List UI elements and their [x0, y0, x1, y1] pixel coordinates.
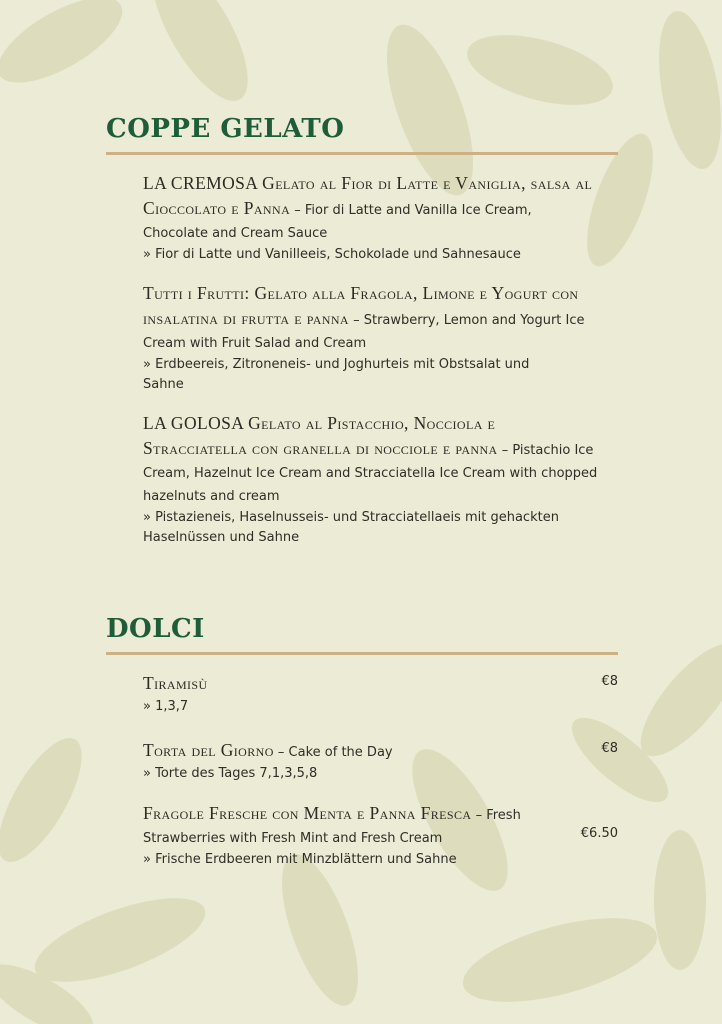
- section-dolci: [106, 612, 618, 870]
- menu-item: [143, 172, 598, 265]
- section-divider: [106, 152, 618, 155]
- section-coppe-gelato: [106, 112, 618, 548]
- menu-item: [143, 802, 618, 870]
- item-price: €6.50: [580, 826, 618, 841]
- item-german: » Frische Erdbeeren mit Minzblättern und Sahne: [143, 852, 457, 867]
- item-german: » Torte des Tages 7,1,3,5,8: [143, 766, 318, 781]
- item-description: – Pistachio Ice Cream, Hazelnut Ice Cream and Stracciatella Ice Cream with chopped hazelnuts and cream: [143, 443, 598, 504]
- menu-item: [143, 739, 618, 784]
- menu-item: [143, 412, 598, 548]
- item-german: » Fior di Latte und Vanilleeis, Schokolade und Sahnesauce: [143, 247, 521, 262]
- menu-item: [143, 672, 618, 717]
- item-german: » Erdbeereis, Zitroneneis- und Joghurteis mit Obstsalat und Sahne: [143, 357, 530, 392]
- item-name: LA GOLOSA Gelato al Pistacchio, Nocciola e Stracciatella con granella di nocciole e panna: [143, 413, 498, 458]
- menu-item: [143, 282, 598, 395]
- item-description: – Fior di Latte and Vanilla Ice Cream, Chocolate and Cream Sauce: [143, 203, 532, 241]
- item-price: €8: [601, 741, 618, 756]
- section-divider: [106, 652, 618, 655]
- item-name: Tutti i Frutti: Gelato alla Fragola, Limone e Yogurt con insalatina di frutta e panna: [143, 283, 579, 328]
- item-name: Fragole Fresche con Menta e Panna Fresca: [143, 803, 472, 823]
- item-description: – Strawberry, Lemon and Yogurt Ice Cream with Fruit Salad and Cream: [143, 313, 585, 351]
- item-german: » 1,3,7: [143, 699, 189, 714]
- item-german: » Pistazieneis, Haselnusseis- und Stracciatellaeis mit gehackten Haselnüssen und Sahne: [143, 510, 559, 545]
- item-price: €8: [601, 674, 618, 689]
- item-name: Torta del Giorno: [143, 740, 274, 760]
- item-description: – Fresh Strawberries with Fresh Mint and Fresh Cream: [143, 808, 521, 846]
- section-title: COPPE GELATO: [106, 114, 345, 144]
- item-name: LA CREMOSA Gelato al Fior di Latte e Vaniglia, salsa al Cioccolato e Panna: [143, 173, 593, 218]
- section-title: DOLCI: [106, 614, 205, 644]
- item-description: – Cake of the Day: [273, 745, 393, 760]
- item-name: Tiramisù: [143, 673, 208, 693]
